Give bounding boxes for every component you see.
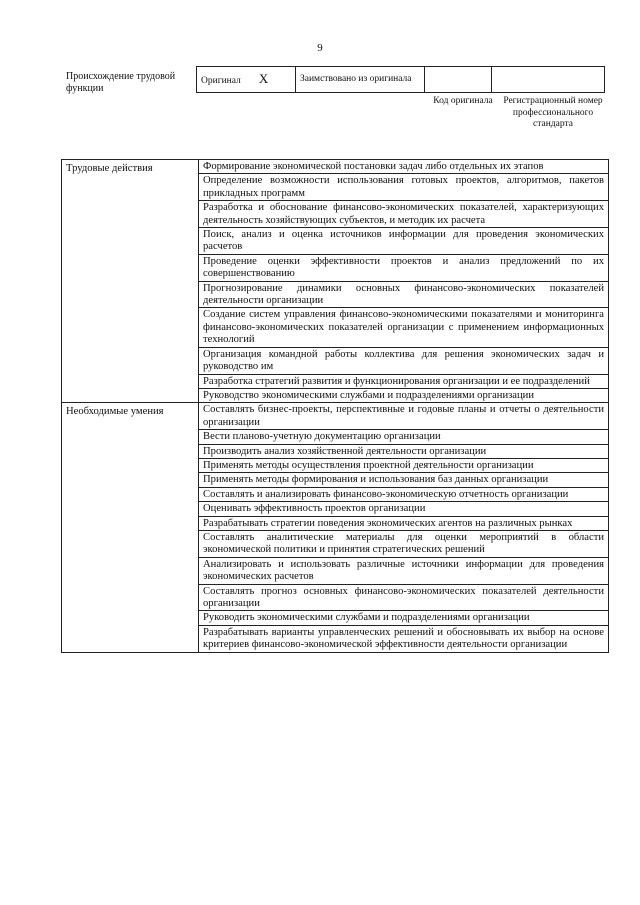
list-item: Организация командной работы коллектива для решения экономических задач и руководство им (199, 347, 609, 374)
list-item: Руководить экономическими службами и подразделениями организации (199, 611, 609, 625)
list-item: Применять методы формирования и использования баз данных организации (199, 473, 609, 487)
list-item: Оценивать эффективность проектов организации (199, 502, 609, 516)
origin-label: Происхождение трудовой функции (66, 71, 176, 94)
code-cell (425, 67, 492, 93)
table-row (62, 160, 609, 174)
original-label: Оригинал (201, 75, 241, 86)
list-item: Разрабатывать варианты управленческих решений и обосновывать их выбор на основе критериев финансово-экономической эффективности деятельности организации (199, 625, 609, 652)
list-item: Анализировать и использовать различные источники информации для проведения экономических расчетов (199, 557, 609, 584)
list-item: Разработка стратегий развития и функционирования организации и ее подразделений (199, 374, 609, 388)
reg-number-cell (492, 67, 605, 93)
list-item: Прогнозирование динамики основных финансово-экономических показателей деятельности организации (199, 281, 609, 308)
list-item: Формирование экономической постановки задач либо отдельных их этапов (199, 160, 609, 174)
list-item: Определение возможности использования готовых проектов, алгоритмов, пакетов прикладных программ (199, 174, 609, 201)
borrowed-cell: Заимствовано из оригинала (296, 67, 425, 93)
list-item: Составлять бизнес-проекты, перспективные и годовые планы и отчеты о деятельности организации (199, 403, 609, 430)
list-item: Поиск, анализ и оценка источников информации для проведения экономических расчетов (199, 228, 609, 255)
list-item: Разработка и обоснование финансово-экономических показателей, характеризующих деятельность хозяйствующих субъектов, и методик их расчета (199, 201, 609, 228)
code-caption: Код оригинала (433, 96, 493, 106)
original-mark: X (258, 70, 269, 86)
section-title: Трудовые действия (62, 160, 199, 403)
functions-table (61, 159, 609, 653)
original-cell (197, 67, 296, 93)
list-item: Руководство экономическими службами и подразделениями организации (199, 388, 609, 402)
list-item: Применять методы осуществления проектной деятельности организации (199, 458, 609, 472)
origin-table (196, 66, 605, 93)
list-item: Составлять и анализировать финансово-экономическую отчетность организации (199, 487, 609, 501)
list-item: Проведение оценки эффективности проектов и анализ предложений по их совершенствованию (199, 254, 609, 281)
section-title: Необходимые умения (62, 403, 199, 652)
table-row (62, 403, 609, 430)
reg-number-caption: Регистрационный номер профессионального стандарта (503, 96, 603, 129)
page-number: 9 (317, 42, 323, 54)
list-item: Вести планово-учетную документацию организации (199, 430, 609, 444)
list-item: Составлять прогноз основных финансово-экономических показателей деятельности организации (199, 584, 609, 611)
list-item: Создание систем управления финансово-экономическими показателями и мониторинга финансово-экономических показателей организации с применением информационных технологий (199, 308, 609, 347)
list-item: Производить анализ хозяйственной деятельности организации (199, 444, 609, 458)
list-item: Составлять аналитические материалы для оценки мероприятий в области экономической политики и принятия стратегических решений (199, 530, 609, 557)
list-item: Разрабатывать стратегии поведения экономических агентов на различных рынках (199, 516, 609, 530)
